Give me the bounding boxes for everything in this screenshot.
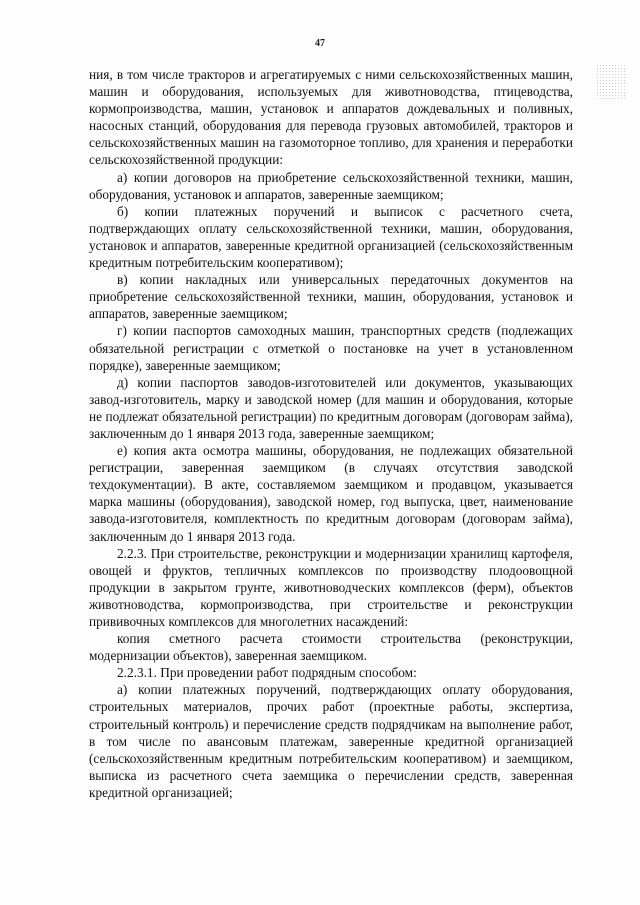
paragraph-item-v: в) копии накладных или универсальных передаточных документов на приобретение сельскохозяйственной техники, машин, оборудования, установок и аппаратов, заверенные заемщиком; [89,272,573,322]
paragraph-item-g: г) копии паспортов самоходных машин, транспортных средств (подлежащих обязательной регистрации с отметкой о постановке на учет в установленном порядке), заверенные заемщиком; [89,323,573,373]
paragraph-section-2-2-3-1: 2.2.3.1. При проведении работ подрядным способом: [117,665,417,681]
paragraph-item-b: б) копии платежных поручений и выписок с расчетного счета, подтверждающих оплату сельскохозяйственной техники, машин, оборудования, установок и аппаратов, заверенные кредитной организацией (сельскохозяйственным кредитным потребительским кооперативом); [89,203,573,271]
scan-noise-mark [596,64,626,100]
paragraph-continuation: ния, в том числе тракторов и агрегатируемых с ними сельскохозяйственных машин, машин и оборудования, используемых для животноводства, птицеводства, кормопроизводства, машин, установок и аппаратов дождевальных и поливных, насосных станций, оборудования для перевода грузовых автомобилей, тракторов и сельскохозяйственных машин на газомоторное топливо, для хранения и переработки сельскохозяйственной продукции: [89,67,573,168]
paragraph-item-a: а) копии договоров на приобретение сельскохозяйственной техники, машин, оборудования, установок и аппаратов, заверенные заемщиком; [89,169,573,202]
paragraph-estimate-copy: копия сметного расчета стоимости строительства (реконструкции, модернизации объектов), заверенная заемщиком. [89,631,573,664]
page-number: 47 [315,38,325,49]
paragraph-section-2-2-3: 2.2.3. При строительстве, реконструкции и модернизации хранилищ картофеля, овощей и фруктов, тепличных комплексов по производству плодоовощной продукции в закрытом грунте, животноводческих комплексов (ферм), объектов животноводства, кормопроизводства, при строительстве и реконструкции прививочных комплексов для многолетних насаждений: [89,545,573,629]
paragraph-item-e: е) копия акта осмотра машины, оборудования, не подлежащих обязательной регистрации, заверенная заемщиком (в случаях отсутствия заводской техдокументации). В акте, составляемом заемщиком и продавцом, указывается марка машины (оборудования), заводской номер, год выпуска, цвет, наименование завода-изготовителя, комплектность по кредитным договорам (договорам займа), заключенным до 1 января 2013 года. [89,443,573,544]
paragraph-item-d: д) копии паспортов заводов-изготовителей или документов, указывающих завод-изготовитель, марку и заводской номер (для машин и оборудования, которые не подлежат обязательной регистрации) по кредитным договорам (договорам займа), заключенным до 1 января 2013 года, заверенные заемщиком; [89,374,573,441]
paragraph-item-a-payments: а) копии платежных поручений, подтверждающих оплату оборудования, строительных материалов, прочих работ (проектные работы, экспертиза, строительный контроль) и перечисление средств подрядчикам на выполнение работ, в том числе по авансовым платежам, заверенные кредитной организацией (сельскохозяйственным кредитным потребительским кооперативом) и заемщиком, выписка из расчетного счета заемщика о перечислении средств, заверенная кредитной организацией; [89,682,573,800]
document-body [89,66,573,801]
